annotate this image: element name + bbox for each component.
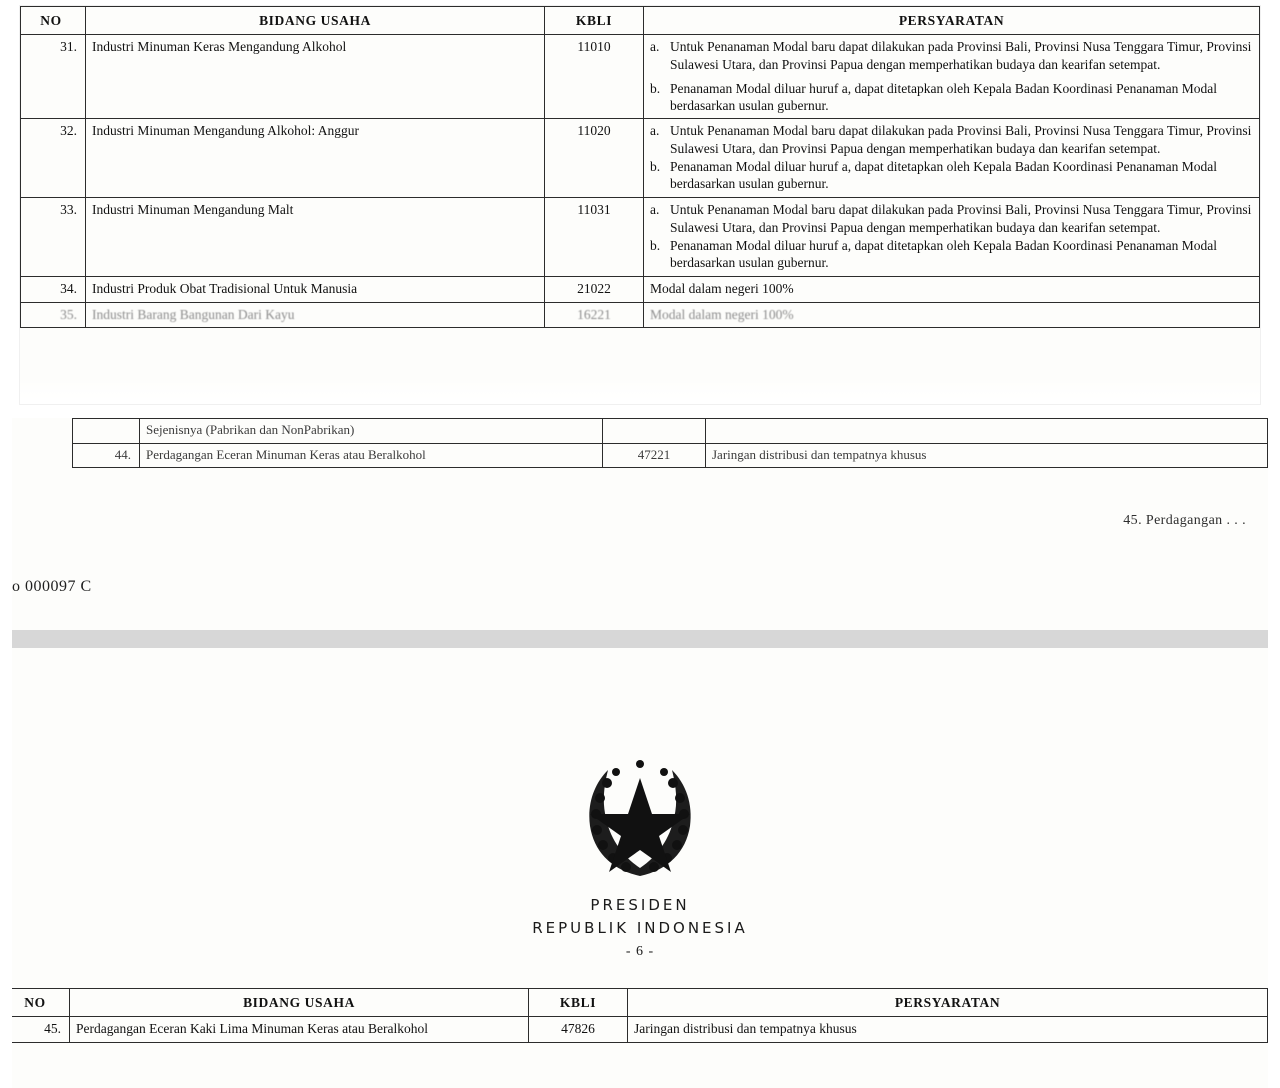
cell-kbli: 11031 <box>545 198 644 277</box>
column-header-bidang-usaha: BIDANG USAHA <box>86 7 545 35</box>
requirement-text: Penanaman Modal diluar huruf a, dapat ditetapkan oleh Kepala Badan Koordinasi Penanaman Modal berdasarkan usulan gubernur. <box>670 158 1217 192</box>
requirement-marker: b. <box>650 237 661 253</box>
cell-bidang-usaha: Perdagangan Eceran Kaki Lima Minuman Keras atau Beralkohol <box>70 1017 529 1042</box>
star-wreath-emblem-icon <box>560 740 720 890</box>
requirement-item <box>650 158 1253 193</box>
column-header-persyaratan: PERSYARATAN <box>644 7 1260 35</box>
requirement-marker: b. <box>650 80 661 96</box>
requirement-text: Untuk Penanaman Modal baru dapat dilakukan pada Provinsi Bali, Provinsi Nusa Tenggara Timur, Provinsi Sulawesi Utara, dan Provinsi Papua dengan memperhatikan budaya dan kearifan setempat. <box>670 202 1252 235</box>
cell-persyaratan <box>644 119 1260 198</box>
column-header-bidang-usaha: BIDANG USAHA <box>70 989 529 1017</box>
requirement-text: Untuk Penanaman Modal baru dapat dilakukan pada Provinsi Bali, Provinsi Nusa Tenggara Timur, Provinsi Sulawesi Utara, dan Provinsi Papua dengan memperhatikan budaya dan kearifan setempat. <box>670 123 1252 156</box>
requirement-text: Untuk Penanaman Modal baru dapat dilakukan pada Provinsi Bali, Provinsi Nusa Tenggara Timur, Provinsi Sulawesi Utara, dan Provinsi Papua dengan memperhatikan budaya dan kearifan setempat. <box>670 39 1252 72</box>
scanned-page-section-middle <box>12 418 1268 630</box>
requirement-marker: a. <box>650 123 660 139</box>
column-header-kbli: KBLI <box>529 989 628 1017</box>
continuation-note: 45. Perdagangan . . . <box>1123 513 1246 528</box>
regulation-table-top <box>20 6 1260 328</box>
table-row <box>12 1017 1268 1042</box>
table-row <box>73 443 1268 468</box>
cell-bidang-usaha: Industri Minuman Mengandung Alkohol: Anggur <box>86 119 545 198</box>
table-row <box>21 35 1260 119</box>
cell-no: 33. <box>21 198 86 277</box>
cell-no: 45. <box>12 1017 70 1042</box>
table-row <box>73 419 1268 444</box>
cell-no: 35. <box>21 302 86 327</box>
scanned-page-section-emblem <box>12 648 1268 988</box>
requirement-item <box>650 38 1253 73</box>
column-header-no: NO <box>12 989 70 1017</box>
cell-persyaratan: Jaringan distribusi dan tempatnya khusus <box>628 1017 1268 1042</box>
cell-persyaratan <box>644 198 1260 277</box>
cell-no: 31. <box>21 35 86 119</box>
document-stamp-number: o 000097 C <box>12 578 92 595</box>
cell-kbli: 47221 <box>603 443 706 468</box>
column-header-persyaratan: PERSYARATAN <box>628 989 1268 1017</box>
emblem-caption-line-1: PRESIDEN <box>590 896 690 914</box>
requirement-marker: b. <box>650 158 661 174</box>
cell-kbli: 21022 <box>545 277 644 302</box>
table-row <box>21 119 1260 198</box>
table-header-row <box>21 7 1260 35</box>
cell-bidang-usaha: Industri Minuman Keras Mengandung Alkohol <box>86 35 545 119</box>
requirement-item <box>650 122 1253 157</box>
cell-no: 34. <box>21 277 86 302</box>
column-header-kbli: KBLI <box>545 7 644 35</box>
cell-persyaratan <box>706 419 1268 444</box>
table-row <box>21 198 1260 277</box>
requirement-list <box>650 201 1253 271</box>
cell-no: 44. <box>73 443 140 468</box>
requirement-text: Penanaman Modal diluar huruf a, dapat ditetapkan oleh Kepala Badan Koordinasi Penanaman Modal berdasarkan usulan gubernur. <box>670 237 1217 271</box>
emblem-caption-line-2: REPUBLIK INDONESIA <box>532 918 748 937</box>
requirement-list <box>650 38 1253 114</box>
regulation-table-middle <box>72 418 1268 468</box>
requirement-text: Penanaman Modal diluar huruf a, dapat ditetapkan oleh Kepala Badan Koordinasi Penanaman Modal berdasarkan usulan gubernur. <box>670 80 1217 114</box>
cell-bidang-usaha: Industri Barang Bangunan Dari Kayu <box>86 302 545 327</box>
cell-no <box>73 419 140 444</box>
page-number: - 6 - <box>625 944 655 959</box>
table-row <box>21 277 1260 302</box>
cell-bidang-usaha: Perdagangan Eceran Minuman Keras atau Beralkohol <box>140 443 603 468</box>
scanned-page-section-top <box>20 6 1260 404</box>
cell-kbli: 11010 <box>545 35 644 119</box>
requirement-item <box>650 237 1253 272</box>
cell-kbli: 16221 <box>545 302 644 327</box>
cell-kbli: 11020 <box>545 119 644 198</box>
table-header-row <box>12 989 1268 1017</box>
cell-persyaratan: Modal dalam negeri 100% <box>644 302 1260 327</box>
requirement-item <box>650 201 1253 236</box>
cell-bidang-usaha: Industri Produk Obat Tradisional Untuk Manusia <box>86 277 545 302</box>
scan-fade-overlay <box>20 378 1260 404</box>
cell-persyaratan <box>644 35 1260 119</box>
cell-no: 32. <box>21 119 86 198</box>
requirement-list <box>650 122 1253 192</box>
regulation-table-bottom <box>12 988 1268 1043</box>
requirement-item <box>650 80 1253 115</box>
cell-persyaratan: Modal dalam negeri 100% <box>644 277 1260 302</box>
scan-separator-band <box>12 630 1268 648</box>
requirement-marker: a. <box>650 202 660 218</box>
cell-bidang-usaha: Industri Minuman Mengandung Malt <box>86 198 545 277</box>
cell-persyaratan: Jaringan distribusi dan tempatnya khusus <box>706 443 1268 468</box>
table-row-partial <box>21 302 1260 327</box>
column-header-no: NO <box>21 7 86 35</box>
cell-kbli: 47826 <box>529 1017 628 1042</box>
cell-bidang-usaha: Sejenisnya (Pabrikan dan NonPabrikan) <box>140 419 603 444</box>
presidential-emblem-group <box>12 740 1268 960</box>
scanned-page-section-bottom <box>12 988 1268 1088</box>
cell-kbli <box>603 419 706 444</box>
requirement-marker: a. <box>650 39 660 55</box>
